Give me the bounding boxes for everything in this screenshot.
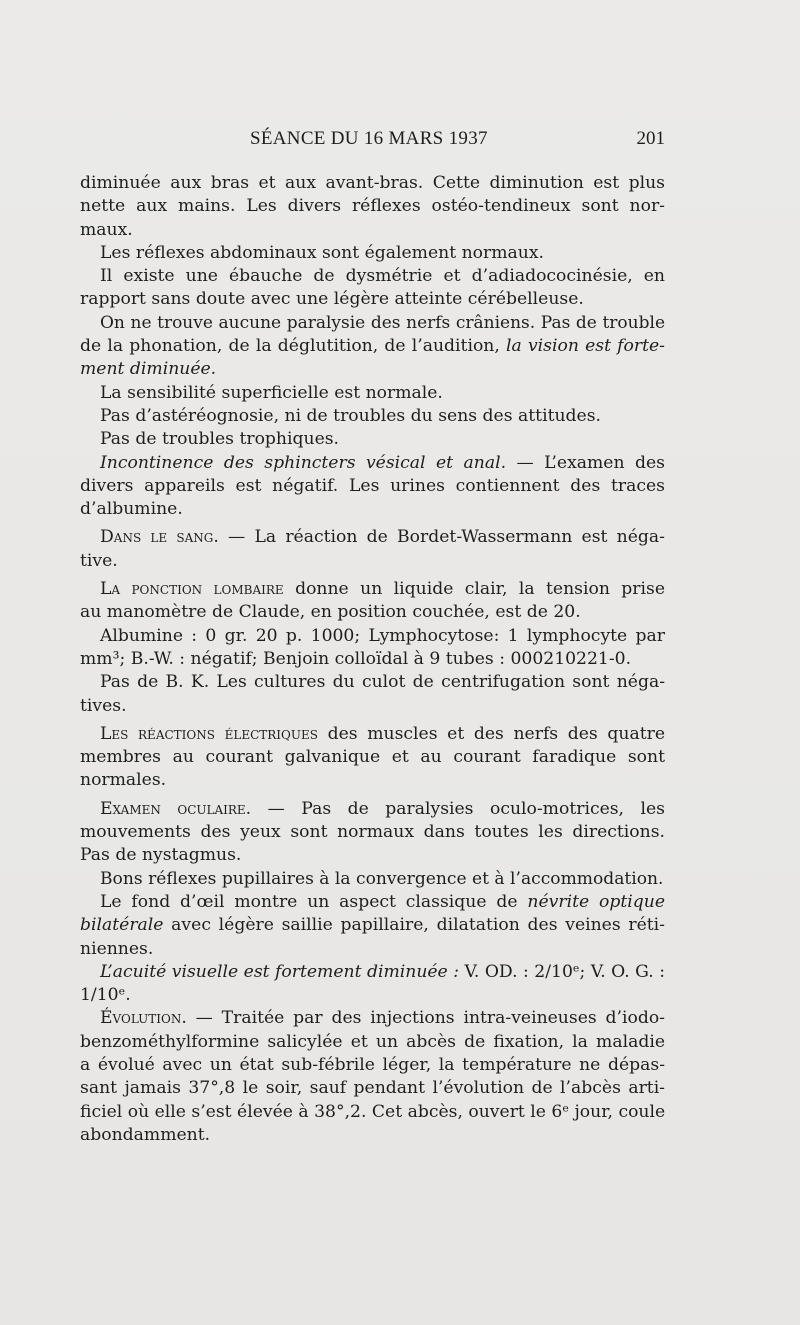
text-run: — Pas de paralysies oculo-motrices, les <box>251 798 665 819</box>
text-line <box>80 335 665 358</box>
text-line: d’albumine. <box>80 499 183 520</box>
paragraph <box>80 452 665 522</box>
text-line <box>80 358 665 381</box>
smallcaps-run: Les réactions électriques <box>100 723 318 744</box>
smallcaps-run: Évolution. <box>100 1008 187 1029</box>
italic-run: L’acuité visuelle est fortement diminuée : <box>100 961 459 982</box>
text-line <box>80 914 665 937</box>
paragraph <box>80 671 665 718</box>
paragraph <box>80 428 665 451</box>
text-line: Pas d’astéréognosie, ni de troubles du sens des attitudes. <box>100 405 601 426</box>
text-line: tive. <box>80 550 118 571</box>
text-line: Bons réflexes pupillaires à la convergence et à l’accommodation. <box>100 868 664 889</box>
smallcaps-run: La ponction lombaire <box>100 579 284 600</box>
text-run: Le fond d’œil montre un aspect classique de <box>100 891 518 912</box>
text-line: abondamment. <box>80 1124 211 1145</box>
paragraph <box>80 723 665 793</box>
text-line <box>80 1007 665 1030</box>
paragraph <box>80 265 665 312</box>
italic-run: la vision est forte- <box>506 336 665 357</box>
body-text <box>80 172 665 1147</box>
text-line: membres au courant galvanique et au courant faradique sont <box>80 747 665 768</box>
paragraph <box>80 578 665 625</box>
paragraph <box>80 312 665 382</box>
text-line: On ne trouve aucune paralysie des nerfs crâniens. Pas de trouble <box>100 312 665 333</box>
italic-run: névrite optique <box>527 891 665 912</box>
text-line: Pas de troubles trophiques. <box>100 429 340 450</box>
text-line <box>80 452 665 475</box>
text-line: tives. <box>80 695 127 716</box>
text-line: Pas de B. K. Les cultures du culot de centrifugation sont néga- <box>100 672 665 693</box>
paragraph <box>80 405 665 428</box>
text-line <box>80 961 665 984</box>
italic-run: Incontinence des sphincters vésical et anal. <box>100 452 507 473</box>
paragraph <box>80 625 665 672</box>
text-line: au manomètre de Claude, en position couchée, est de 20. <box>80 602 581 623</box>
text-line: a évolué avec un état sub-fébrile léger, la température ne dépas- <box>80 1054 665 1075</box>
text-line: mm³; B.-W. : négatif; Benjoin colloïdal à 9 tubes : 000210221-0. <box>80 648 632 669</box>
text-line: diminuée aux bras et aux avant-bras. Cette diminution est plus <box>80 173 665 193</box>
paragraph <box>80 868 665 891</box>
smallcaps-run: Dans le sang. <box>100 527 219 548</box>
text-line: La sensibilité superficielle est normale. <box>100 382 443 403</box>
text-run: — Traitée par des injections intra-veineuses d’iodo- <box>186 1008 665 1029</box>
paragraph <box>80 382 665 405</box>
text-run: des muscles et des nerfs des quatre <box>317 723 665 744</box>
text-line: nette aux mains. Les divers réflexes ostéo-tendineux sont nor- <box>80 196 665 217</box>
text-run: — La réaction de Bordet-Wassermann est néga- <box>218 527 665 548</box>
paragraph <box>80 526 665 573</box>
paragraph <box>80 1007 665 1147</box>
text-run: donne un liquide clair, la tension prise <box>283 579 665 600</box>
text-line: rapport sans doute avec une légère atteinte cérébelleuse. <box>80 289 584 310</box>
text-line: niennes. <box>80 938 154 959</box>
text-run: V. OD. : 2/10ᵉ; V. O. G. : <box>459 961 666 982</box>
text-line: sant jamais 37°,8 le soir, sauf pendant l’évolution de l’abcès arti- <box>80 1078 665 1099</box>
text-line: maux. <box>80 219 133 240</box>
text-line <box>80 891 665 914</box>
text-line: ficiel où elle s’est élevée à 38°,2. Cet abcès, ouvert le 6ᵉ jour, coule <box>80 1101 666 1122</box>
text-line <box>80 723 665 746</box>
text-line: 1/10ᵉ. <box>80 985 131 1006</box>
text-line: Albumine : 0 gr. 20 p. 1000; Lymphocytose: 1 lymphocyte par <box>100 625 665 646</box>
text-line <box>80 578 665 601</box>
text-run: avec légère saillie papillaire, dilatation des veines réti- <box>163 915 665 936</box>
italic-run: bilatérale <box>80 915 164 936</box>
text-line: divers appareils est négatif. Les urines contiennent des traces <box>80 475 665 496</box>
text-line <box>80 526 665 549</box>
text-run: de la phonation, de la déglutition, de l’audition, <box>80 336 500 357</box>
paragraph <box>80 961 665 1008</box>
paragraph <box>80 891 665 961</box>
text-line: Il existe une ébauche de dysmétrie et d’adiadococinésie, en <box>100 266 665 287</box>
text-line: normales. <box>80 770 167 791</box>
page-number: 201 <box>636 128 665 149</box>
text-line: benzométhylformine salicylée et un abcès de fixation, la maladie <box>80 1031 665 1052</box>
page-header <box>80 128 665 156</box>
text-line: Pas de nystagmus. <box>80 845 242 866</box>
paragraph <box>80 172 665 242</box>
paragraph <box>80 798 665 868</box>
running-head: SÉANCE DU 16 MARS 1937 <box>250 128 488 149</box>
paragraph <box>80 242 665 265</box>
smallcaps-run: Examen oculaire. <box>100 798 252 819</box>
text-run: — L’examen des <box>506 452 665 473</box>
italic-run: ment diminuée. <box>80 359 217 380</box>
text-line <box>80 798 665 821</box>
text-line: Les réflexes abdominaux sont également normaux. <box>100 242 544 263</box>
text-line: mouvements des yeux sont normaux dans toutes les directions. <box>80 822 665 843</box>
